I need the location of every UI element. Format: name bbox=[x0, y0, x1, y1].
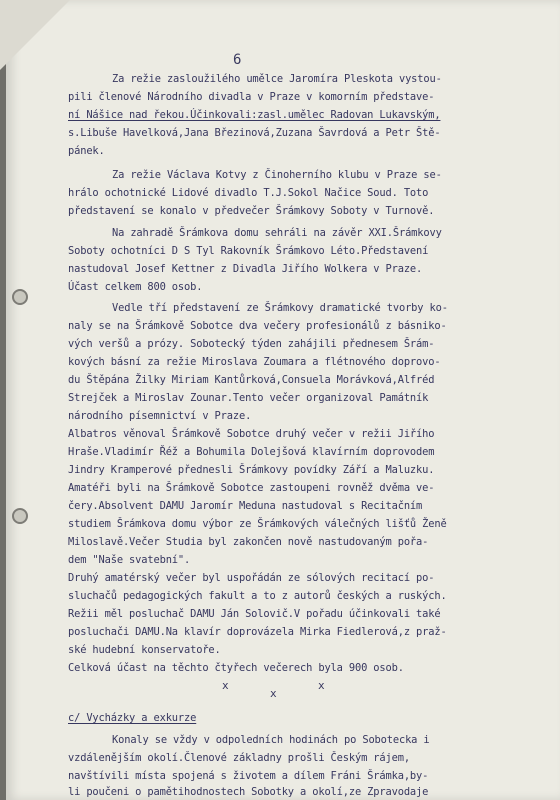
text-line: Celková účast na těchto čtyřech večerech byla 900 osob. bbox=[68, 662, 404, 674]
text-line: Za režie Václava Kotvy z Činoherního klubu v Praze se- bbox=[112, 169, 442, 181]
text-line: pili členové Národního divadla v Praze v komorním představe- bbox=[68, 91, 435, 103]
text-line: naly se na Šrámkově Sobotce dva večery profesionálů z básniko- bbox=[68, 320, 447, 332]
text-line: li poučeni o pamětihodnostech Sobotky a okolí,ze Zpravodaje bbox=[68, 786, 429, 798]
separator-mark: x bbox=[270, 687, 277, 700]
text-line: navštívili místa spojená s životem a dílem Fráni Šrámka,by- bbox=[68, 770, 429, 782]
section-heading: c/ Vycházky a exkurze bbox=[68, 712, 197, 724]
text-line: Konaly se vždy v odpoledních hodinách po Sobotecka i bbox=[112, 734, 430, 746]
text-line: Druhý amatérský večer byl uspořádán ze sólových recitací po- bbox=[68, 572, 435, 584]
text-line: národního písemnictví v Praze. bbox=[68, 410, 252, 422]
text-line: Amatéři byli na Šrámkově Sobotce zastoupeni rovněž dvěma ve- bbox=[68, 482, 435, 494]
text-line: Účast celkem 800 osob. bbox=[68, 281, 203, 293]
text-line: Albatros věnoval Šrámkově Sobotce druhý večer v režii Jiřího bbox=[68, 428, 435, 440]
text-line: posluchači DAMU.Na klavír doprovázela Mirka Fiedlerová,z praž- bbox=[68, 626, 447, 638]
text-line: pánek. bbox=[68, 145, 105, 157]
text-line: s.Libuše Havelková,Jana Březinová,Zuzana Šavrdová a Petr Ště- bbox=[68, 127, 441, 139]
text-line: Soboty ochotníci D S Tyl Rakovník Šrámkovo Léto.Představení bbox=[68, 245, 429, 257]
text-line: vých veršů a prózy. Sobotecký týden zahájili přednesem Šrám- bbox=[68, 338, 435, 350]
separator-mark: x bbox=[222, 679, 229, 692]
text-line: Miloslavě.Večer Studia byl zakončen nově nastudovaným pořa- bbox=[68, 536, 429, 548]
text-line: du Štěpána Žilky Miriam Kantůrková,Consuela Morávková,Alfréd bbox=[68, 374, 435, 386]
text-line: Strejček a Miroslav Zounar.Tento večer organizoval Památník bbox=[68, 392, 429, 404]
text-line: Hraše.Vladimír Řéž a Bohumila Dolejšová klavírním doprovodem bbox=[68, 446, 435, 458]
text-line: studiem Šrámkova domu výbor ze Šrámkových válečných lišťů Ženě bbox=[68, 518, 447, 530]
text-line: ské hudební konservatoře. bbox=[68, 644, 221, 656]
text-line: hrálo ochotnické Lidové divadlo T.J.Sokol Načice Soud. Toto bbox=[68, 187, 429, 199]
text-line: Za režie zasloužilého umělce Jaromíra Pleskota vystou- bbox=[112, 73, 442, 85]
text-line: dem "Naše svatební". bbox=[68, 554, 191, 566]
separator-mark: x bbox=[318, 679, 325, 692]
text-line: nastudoval Josef Kettner z Divadla Jiřího Wolkera v Praze. bbox=[68, 263, 423, 275]
text-line: čery.Absolvent DAMU Jaromír Meduna nastudoval s Recitačním bbox=[68, 500, 423, 512]
text-line: představení se konalo v předvečer Šrámkovy Soboty v Turnově. bbox=[68, 205, 435, 217]
text-line: Režii měl posluchač DAMU Ján Solovič.V pořadu účinkovali také bbox=[68, 608, 441, 620]
text-line: sluchačů pedagogických fakult a to z autorů českých a ruských. bbox=[68, 590, 447, 602]
page-number: 6 bbox=[233, 52, 242, 68]
text-line: Na zahradě Šrámkova domu sehráli na závěr XXI.Šrámkovy bbox=[112, 227, 442, 239]
text-line: ní Nášice nad řekou.Účinkovali:zasl.umělec Radovan Lukavským, bbox=[68, 109, 441, 121]
text-line: vzdálenějším okolí.Členové základny prošli Českým rájem, bbox=[68, 752, 410, 764]
text-line: kových básní za režie Miroslava Zoumara a flétnového doprovo- bbox=[68, 356, 441, 368]
text-line: Jindry Kramperové přednesli Šrámkovy povídky Září a Maluzku. bbox=[68, 464, 435, 476]
text-line: Vedle tří představení ze Šrámkovy dramatické tvorby ko- bbox=[112, 302, 448, 314]
